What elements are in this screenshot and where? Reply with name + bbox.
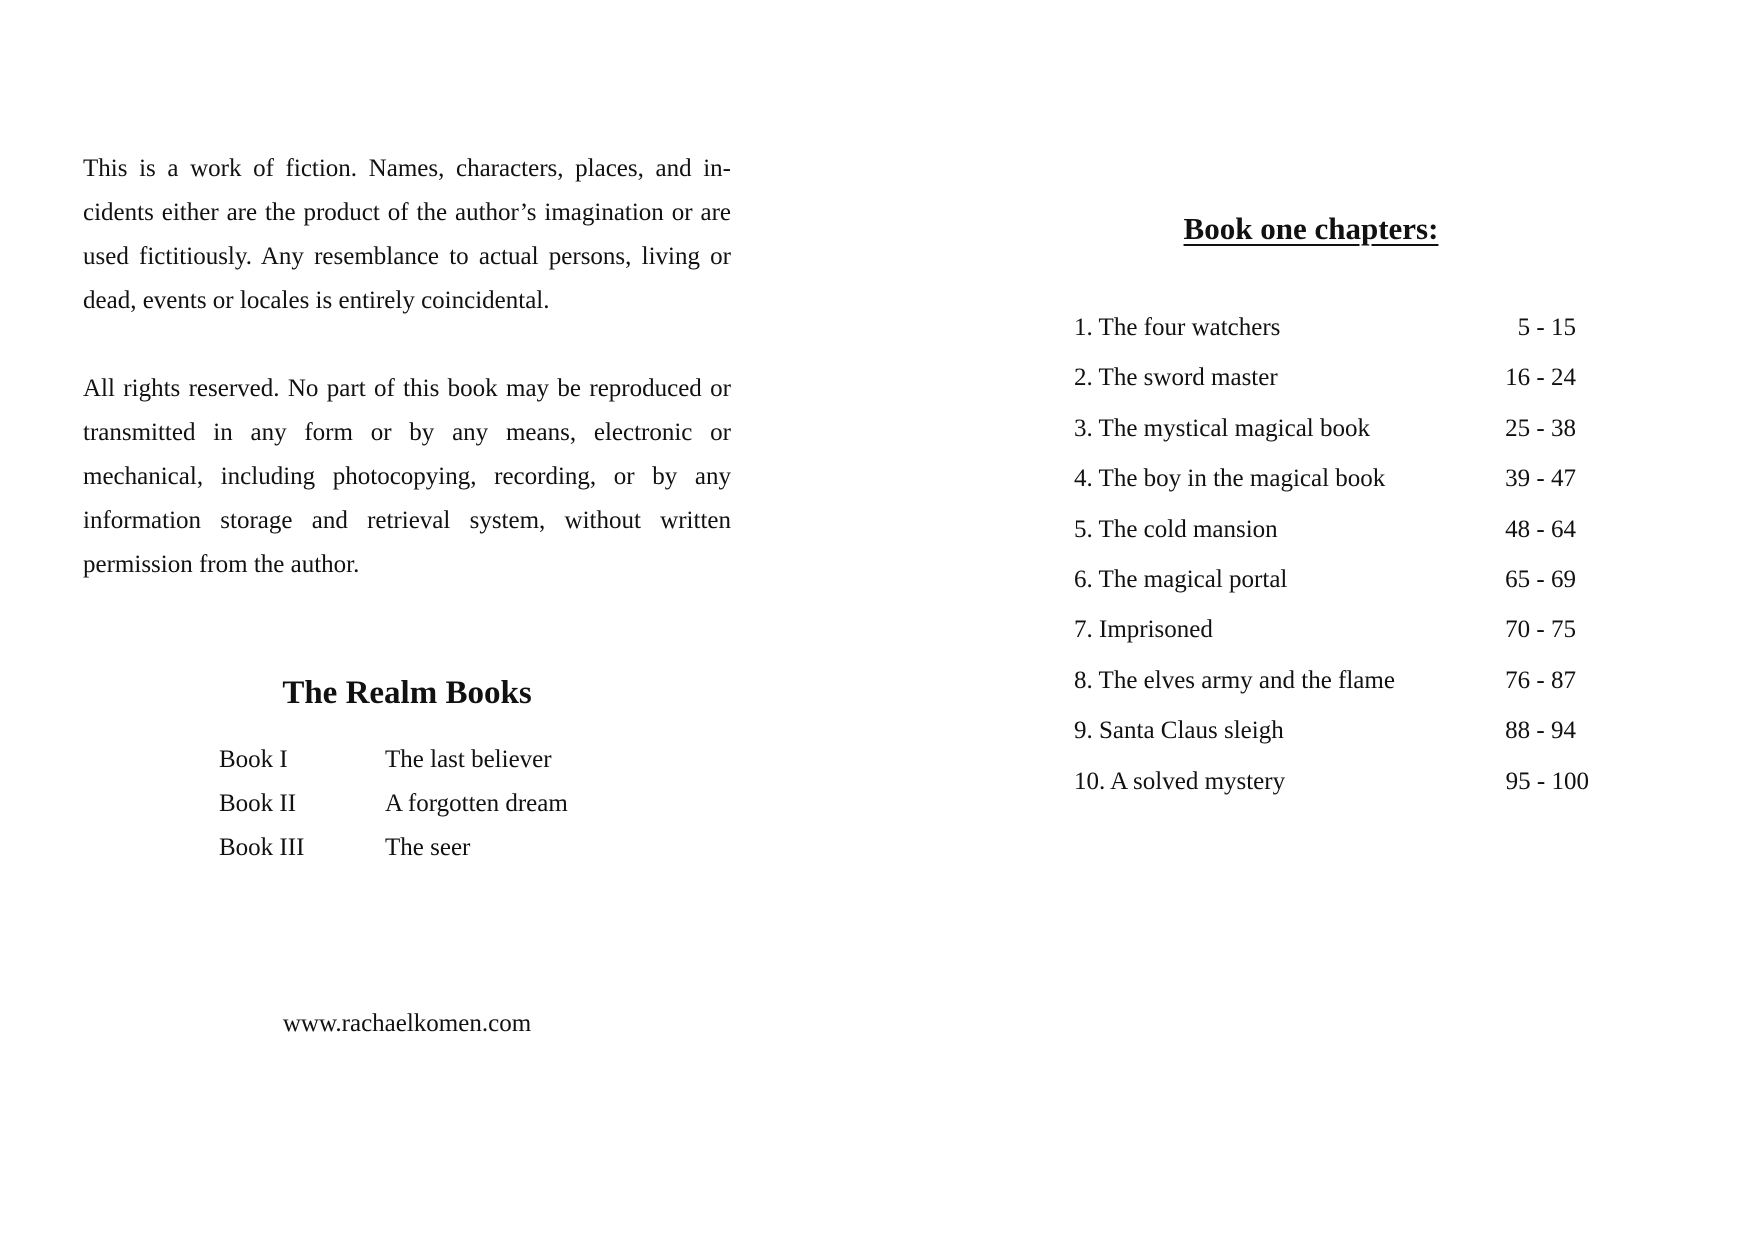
chapter-pages: 16 - 24 bbox=[1505, 364, 1576, 392]
series-book-title: A forgotten dream bbox=[385, 790, 568, 817]
series-book-number: Book III bbox=[219, 834, 305, 861]
chapter-pages: 95 - 100 bbox=[1505, 767, 1589, 795]
chapter-pages: 88 - 94 bbox=[1505, 717, 1576, 745]
chapter-row bbox=[1074, 508, 1614, 558]
chapter-name: 3. The mystical magical book bbox=[1074, 414, 1370, 442]
chapter-list bbox=[1074, 306, 1614, 810]
chapter-row bbox=[1074, 407, 1614, 457]
chapter-pages: 39 - 47 bbox=[1505, 465, 1576, 493]
chapter-pages: 5 - 15 bbox=[1517, 314, 1576, 341]
series-list bbox=[219, 738, 719, 870]
series-book-number: Book I bbox=[219, 746, 288, 773]
chapter-name: 8. The elves army and the flame bbox=[1074, 666, 1395, 694]
chapter-name: 2. The sword master bbox=[1074, 364, 1278, 392]
author-website: www.rachaelkomen.com bbox=[282, 1010, 532, 1037]
chapter-name: 9. Santa Claus sleigh bbox=[1074, 717, 1284, 745]
chapter-row bbox=[1074, 457, 1614, 507]
chapter-row bbox=[1074, 760, 1614, 810]
chapter-pages: 48 - 64 bbox=[1505, 515, 1576, 543]
right-page bbox=[874, 0, 1748, 1240]
chapter-row bbox=[1074, 356, 1614, 406]
chapter-name: 6. The magical portal bbox=[1074, 565, 1288, 593]
chapter-name: 4. The boy in the magical book bbox=[1074, 465, 1386, 493]
series-book-title: The last believer bbox=[385, 746, 552, 773]
series-row bbox=[219, 826, 719, 870]
chapter-row bbox=[1074, 659, 1614, 709]
chapter-pages: 70 - 75 bbox=[1505, 616, 1576, 644]
chapters-title: Book one chapters: bbox=[1183, 211, 1439, 246]
series-row bbox=[219, 738, 719, 782]
chapter-name: 10. A solved mystery bbox=[1074, 767, 1286, 795]
series-book-number: Book II bbox=[219, 790, 297, 817]
chapter-row bbox=[1074, 608, 1614, 658]
chapter-name: 5. The cold mansion bbox=[1074, 515, 1278, 543]
series-book-title: The seer bbox=[385, 834, 471, 861]
series-title: The Realm Books bbox=[282, 675, 532, 711]
fiction-disclaimer: This is a work of fiction. Names, characters, places, and incidents either are the product of the author’s imagination or are used fictitiously. Any resemblance to actual persons, living or dead, events or locales is entirely coincidental. bbox=[83, 155, 731, 314]
chapter-name: 7. Imprisoned bbox=[1074, 616, 1213, 644]
chapter-row bbox=[1074, 709, 1614, 759]
copyright-notice: All rights reserved. No part of this book may be reproduced or transmitted in any form or by any means, electronic or mechanical, including photocopying, recording, or by any information storage and retrieval system, without written permission from the author. bbox=[83, 375, 731, 578]
chapter-row bbox=[1074, 306, 1614, 356]
chapter-pages: 25 - 38 bbox=[1505, 414, 1576, 442]
chapter-row bbox=[1074, 558, 1614, 608]
chapter-name: 1. The four watchers bbox=[1074, 314, 1281, 341]
series-row bbox=[219, 782, 719, 826]
chapter-pages: 65 - 69 bbox=[1505, 565, 1576, 593]
chapter-pages: 76 - 87 bbox=[1505, 666, 1576, 694]
